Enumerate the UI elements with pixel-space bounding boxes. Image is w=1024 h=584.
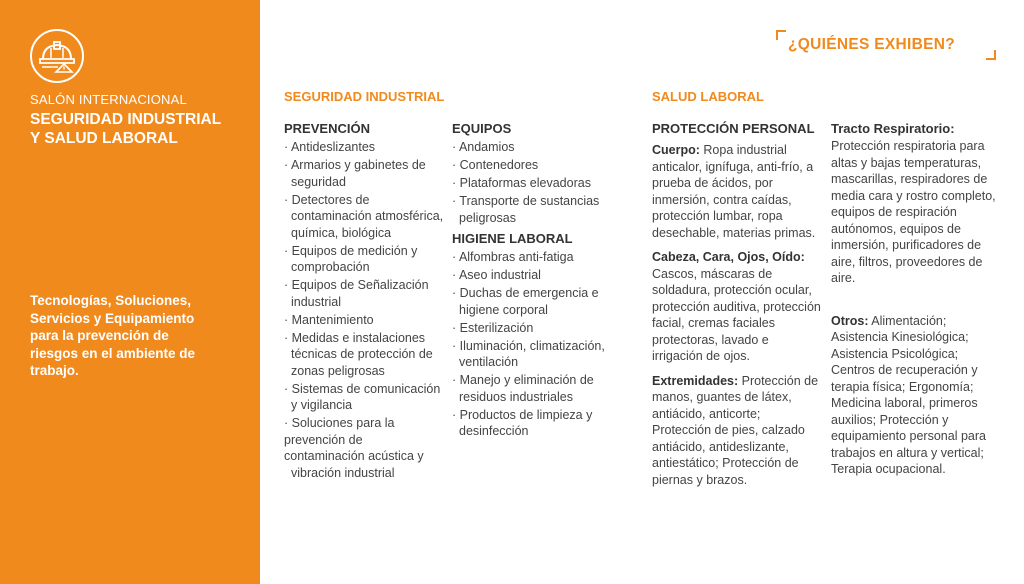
list-item: · Iluminación, climatización, ventilación xyxy=(452,338,605,369)
list-item: · Detectores de contaminación atmosférica, química, biológica xyxy=(284,192,444,240)
who-exhibits-title: ¿QUIÉNES EXHIBEN? xyxy=(788,36,956,53)
entry-label: Cabeza, Cara, Ojos, Oído: xyxy=(652,250,805,264)
list-item: · Productos de limpieza y desinfección xyxy=(452,407,593,438)
list-item: · Esterilización xyxy=(452,320,534,335)
list-item-line-1: · Soluciones para la prevención de contaminación acústica y xyxy=(284,416,424,463)
entry-text: Protección de manos, guantes de látex, antiácido, anticorte; Protección de pies, calzado antiácido, antideslizante, antiestático; Protección de piernas y brazos. xyxy=(652,373,819,487)
list-item: · Alfombras anti-fatiga xyxy=(452,250,574,264)
event-tagline: Tecnologías, Soluciones, Servicios y Equipamiento para la prevención de riesgos en el ambiente de trabajo. xyxy=(30,293,196,378)
entry-cuerpo xyxy=(652,142,822,241)
entry-text: Protección respiratoria para altas y bajas temperaturas, mascarillas, respiradores de media cara y rostro completo, equipos de respiración autónomos, equipos de inmersión, purificadores de aire, filtros, proveedores de aire. xyxy=(831,139,996,285)
entry-otros xyxy=(831,313,999,478)
column-proteccion-personal xyxy=(652,120,822,496)
event-title xyxy=(30,110,255,148)
list-item: · Equipos de medición y comprobación xyxy=(284,243,418,274)
hard-hat-icon xyxy=(30,29,84,83)
heading-higiene: HIGIENE LABORAL xyxy=(452,231,573,246)
entry-text: Cascos, máscaras de soldadura, protección ocular, protección auditiva, protección facial, cremas faciales protectoras, lavado e irrigación de ojos. xyxy=(652,266,821,363)
event-title-line-2: Y SALUD LABORAL xyxy=(30,130,178,147)
list-item: · Aseo industrial xyxy=(452,268,541,282)
column-respiratorio-otros xyxy=(831,120,999,486)
entry-label: Cuerpo: xyxy=(652,143,700,157)
list-item: · Antideslizantes xyxy=(284,140,376,154)
heading-prevencion: PREVENCIÓN xyxy=(284,121,370,136)
entry-label: Extremidades: xyxy=(652,373,739,388)
list-item: · Manejo y eliminación de residuos industriales xyxy=(452,373,594,404)
list-item: · Duchas de emergencia e higiene corporal xyxy=(452,286,599,317)
list-item: · Sistemas de comunicación y vigilancia xyxy=(284,381,441,412)
entry-label: Otros: xyxy=(831,313,869,328)
list-prevencion xyxy=(284,139,444,481)
heading-proteccion-personal: PROTECCIÓN PERSONAL xyxy=(652,121,815,136)
section-title-salud: SALUD LABORAL xyxy=(652,89,764,104)
entry-label: Tracto Respiratorio: xyxy=(831,121,955,136)
column-prevencion xyxy=(284,120,444,483)
entry-cabeza xyxy=(652,249,822,365)
list-item: · Medidas e instalaciones técnicas de protección de zonas peligrosas xyxy=(284,330,433,378)
section-title-seguridad: SEGURIDAD INDUSTRIAL xyxy=(284,89,445,104)
list-item: · Plataformas elevadoras xyxy=(452,176,591,190)
list-item: · Contenedores xyxy=(452,158,539,172)
who-exhibits-heading xyxy=(776,30,996,60)
list-item xyxy=(284,415,444,481)
entry-tracto-respiratorio xyxy=(831,120,999,287)
event-title-line-1: SEGURIDAD INDUSTRIAL xyxy=(30,111,222,128)
heading-equipos: EQUIPOS xyxy=(452,121,512,136)
bracket-bottom-right xyxy=(986,50,996,60)
list-higiene xyxy=(452,249,612,440)
sidebar-panel xyxy=(0,0,260,584)
entry-text: Alimentación; Asistencia Kinesiológica; Asistencia Psicológica; Centros de recuperación y terapia física; Ergonomía; Medicina laboral, primeros auxilios; Protección y equipamiento personal para trabajos en altura y vertical; Terapia ocupacional. xyxy=(831,313,986,476)
list-item: · Transporte de sustancias peligrosas xyxy=(452,194,600,225)
event-subtitle: SALÓN INTERNACIONAL xyxy=(30,92,187,107)
entry-text: Ropa industrial anticalor, ignífuga, anti-frío, a prueba de ácidos, por inmersión, contra caídas, protección lumbar, ropa desechable, materias primas. xyxy=(652,143,816,240)
list-item: · Equipos de Señalización industrial xyxy=(284,278,429,309)
entry-extremidades xyxy=(652,373,822,489)
list-item: · Armarios y gabinetes de seguridad xyxy=(284,158,426,189)
list-item: · Mantenimiento xyxy=(284,312,374,327)
bracket-top-left xyxy=(776,30,786,40)
list-item: · Andamios xyxy=(452,140,515,154)
list-equipos xyxy=(452,139,612,226)
list-item-line-2: vibración industrial xyxy=(291,465,395,480)
column-equipos-higiene xyxy=(452,120,612,441)
